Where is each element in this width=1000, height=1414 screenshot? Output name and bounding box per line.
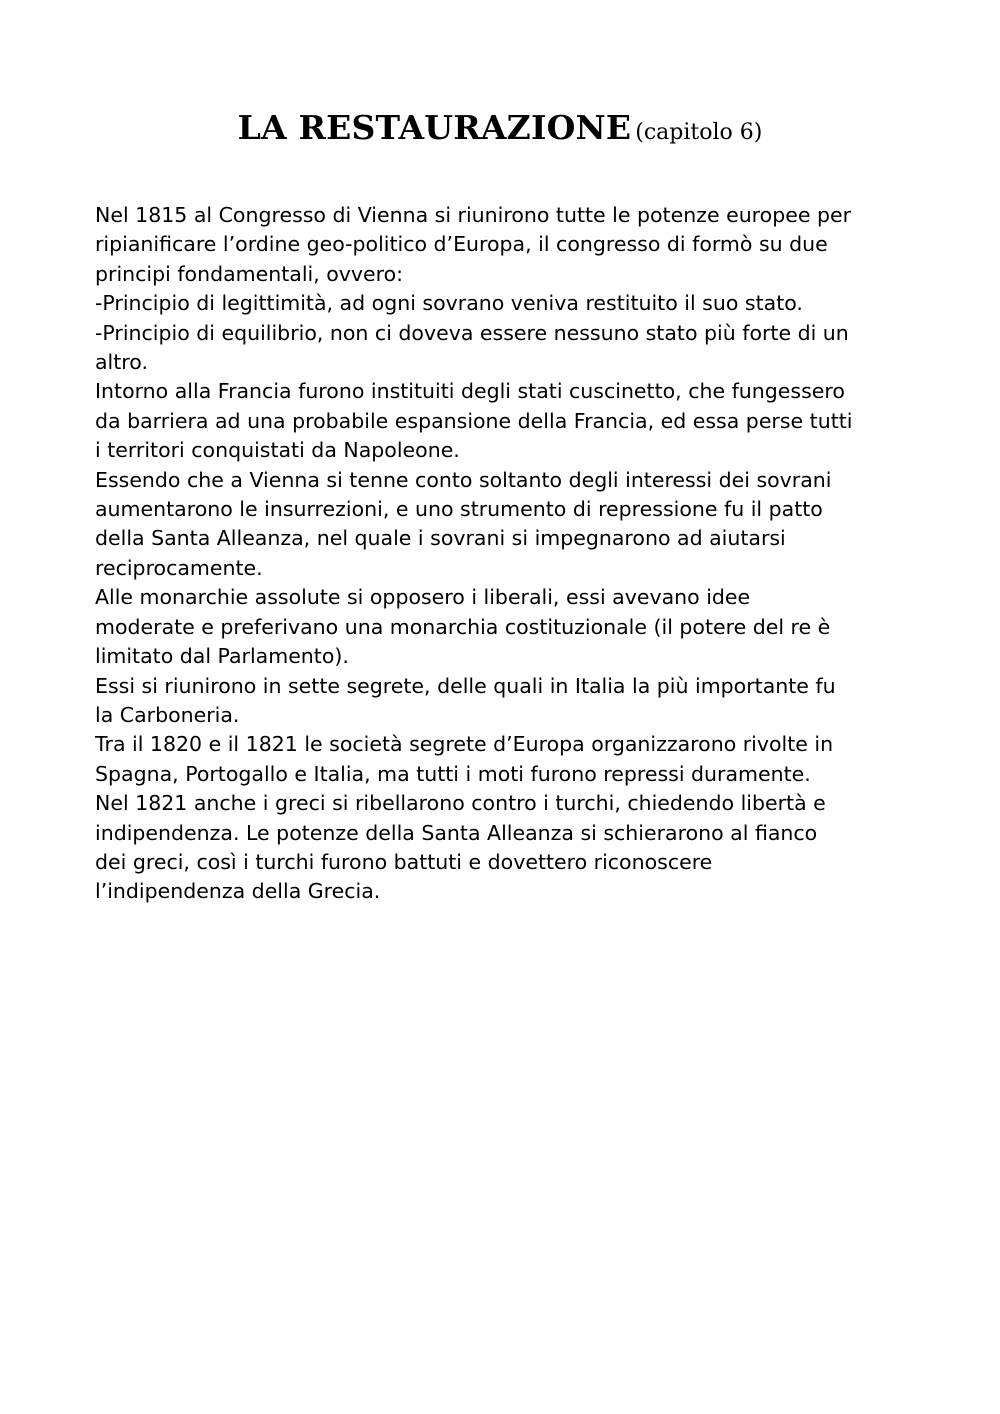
- text-line: Alle monarchie assolute si opposero i liberali, essi avevano idee: [95, 585, 751, 610]
- text-line: -Principio di legittimità, ad ogni sovrano veniva restituito il suo stato.: [95, 291, 803, 316]
- text-line: Essendo che a Vienna si tenne conto soltanto degli interessi dei sovrani: [95, 467, 832, 492]
- document-title: LA RESTAURAZIONE: [237, 108, 632, 147]
- text-line: reciprocamente.: [95, 555, 263, 580]
- document-subtitle: (capitolo 6): [635, 120, 763, 145]
- text-line: ripianificare l’ordine geo-politico d’Europa, il congresso di formò su due: [95, 232, 828, 257]
- title-row: [0, 108, 1000, 147]
- text-line: Tra il 1820 e il 1821 le società segrete d’Europa organizzarono rivolte in: [95, 732, 834, 757]
- text-line: la Carboneria.: [95, 702, 240, 727]
- text-line: i territori conquistati da Napoleone.: [95, 438, 460, 463]
- text-line: della Santa Alleanza, nel quale i sovrani si impegnarono ad aiutarsi: [95, 526, 786, 551]
- document-body: [95, 201, 925, 907]
- text-line: l’indipendenza della Grecia.: [95, 879, 381, 904]
- text-line: Nel 1821 anche i greci si ribellarono contro i turchi, chiedendo libertà e: [95, 791, 826, 816]
- text-line: -Principio di equilibrio, non ci doveva essere nessuno stato più forte di un: [95, 320, 849, 345]
- text-line: indipendenza. Le potenze della Santa Alleanza si schierarono al fianco: [95, 820, 818, 845]
- text-line: Spagna, Portogallo e Italia, ma tutti i moti furono repressi duramente.: [95, 761, 811, 786]
- text-line: altro.: [95, 350, 148, 375]
- text-line: da barriera ad una probabile espansione della Francia, ed essa perse tutti: [95, 408, 853, 433]
- text-line: aumentarono le insurrezioni, e uno strumento di repressione fu il patto: [95, 497, 823, 522]
- text-line: dei greci, così i turchi furono battuti e dovettero riconoscere: [95, 849, 713, 874]
- text-line: Essi si riunirono in sette segrete, delle quali in Italia la più importante fu: [95, 673, 836, 698]
- text-line: principi fondamentali, ovvero:: [95, 261, 404, 286]
- text-line: limitato dal Parlamento).: [95, 644, 349, 669]
- text-line: Intorno alla Francia furono instituiti degli stati cuscinetto, che fungessero: [95, 379, 845, 404]
- text-line: moderate e preferivano una monarchia costituzionale (il potere del re è: [95, 614, 831, 639]
- text-line: Nel 1815 al Congresso di Vienna si riunirono tutte le potenze europee per: [95, 203, 852, 227]
